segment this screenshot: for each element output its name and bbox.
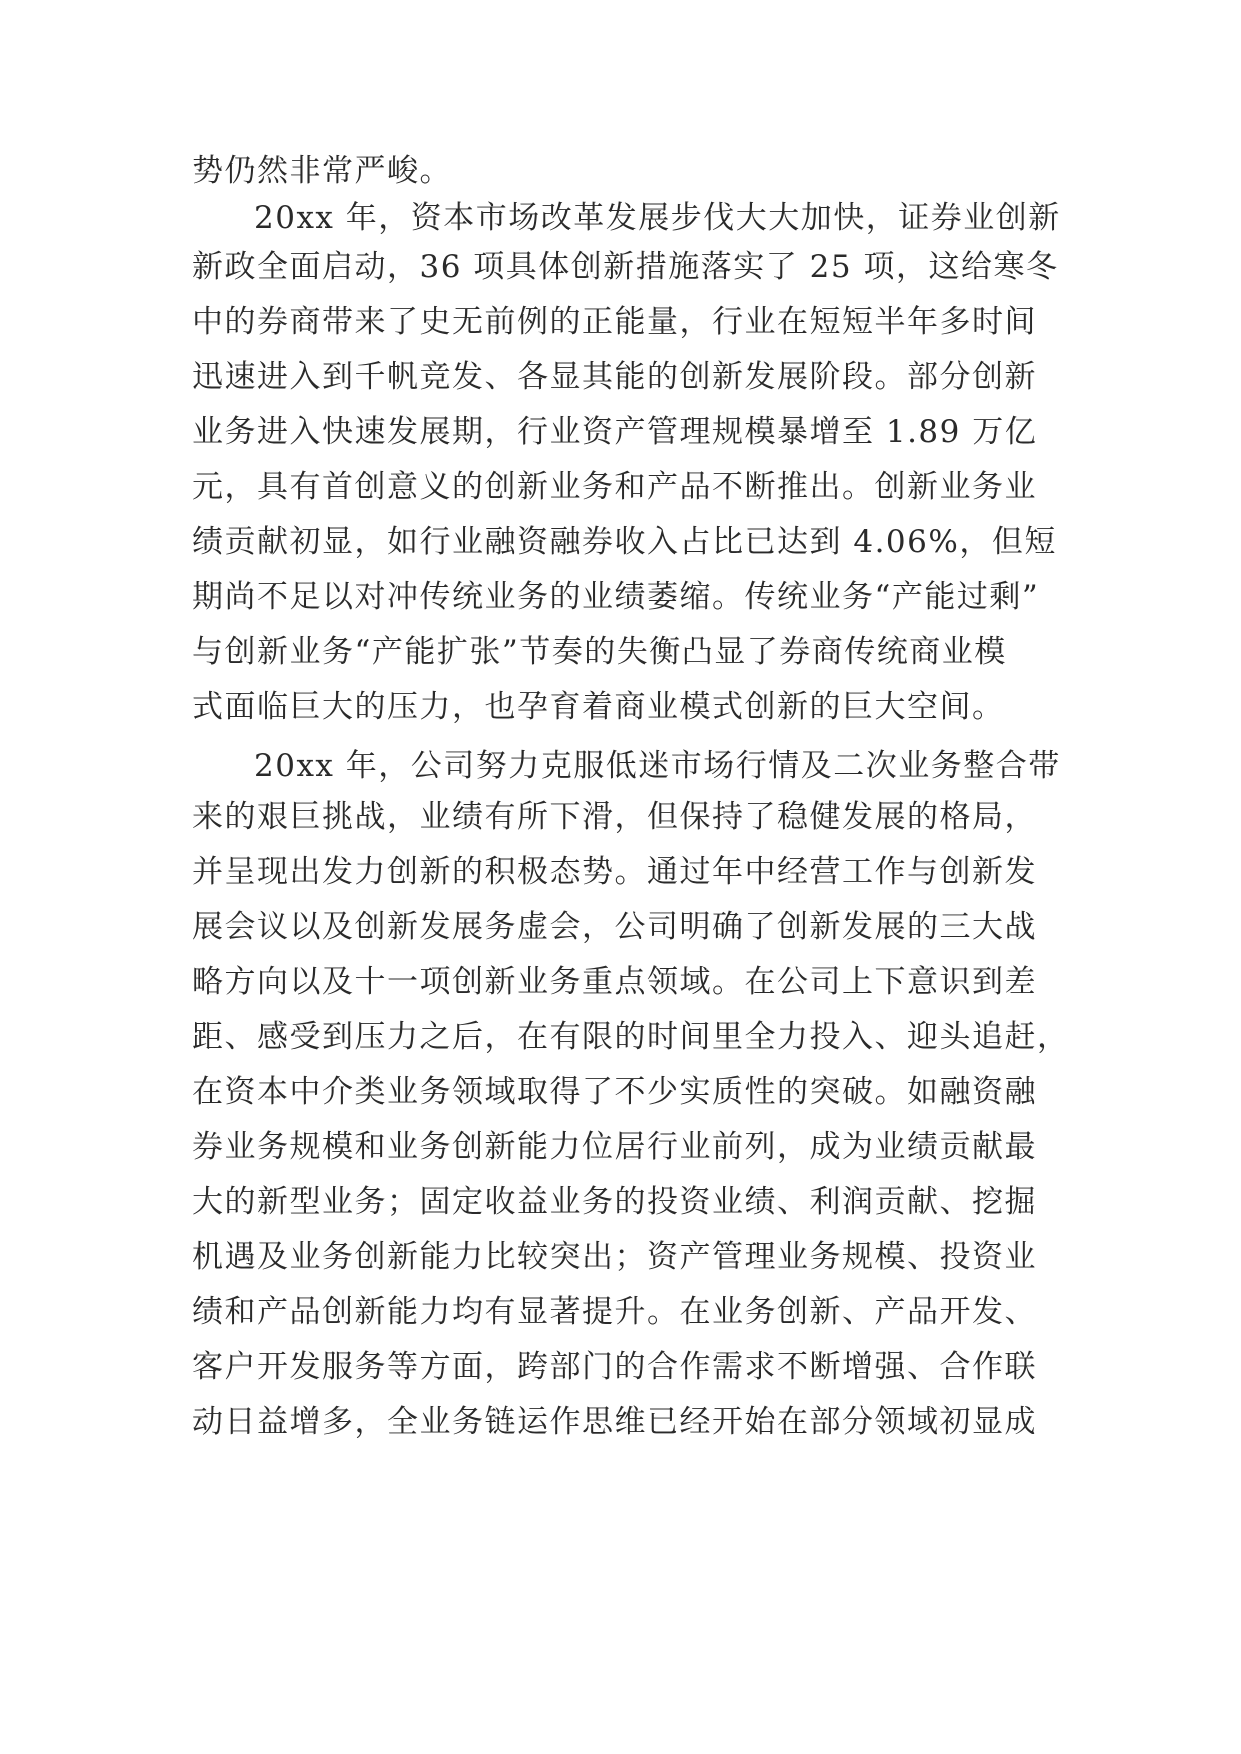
text-line: 中的券商带来了史无前例的正能量，行业在短短半年多时间 xyxy=(192,304,1037,340)
text-line: 券业务规模和业务创新能力位居行业前列，成为业绩贡献最 xyxy=(192,1129,1037,1165)
text-line: 机遇及业务创新能力比较突出；资产管理业务规模、投资业 xyxy=(192,1239,1037,1275)
text-line: 式面临巨大的压力，也孕育着商业模式创新的巨大空间。 xyxy=(192,689,1005,725)
text-line: 业务进入快速发展期，行业资产管理规模暴增至 1.89 万亿 xyxy=(192,414,1038,450)
paragraph-first-line: 20xx 年，资本市场改革发展步伐大大加快，证券业创新 xyxy=(254,200,1061,236)
text-line: 在资本中介类业务领域取得了不少实质性的突破。如融资融 xyxy=(192,1074,1037,1110)
text-line: 动日益增多，全业务链运作思维已经开始在部分领域初显成 xyxy=(192,1404,1037,1440)
paragraph-first-line: 20xx 年，公司努力克服低迷市场行情及二次业务整合带 xyxy=(254,748,1061,784)
text-line: 与创新业务“产能扩张”节奏的失衡凸显了券商传统商业模 xyxy=(192,634,1007,670)
text-line: 迅速进入到千帆竞发、各显其能的创新发展阶段。部分创新 xyxy=(192,359,1037,395)
text-line: 绩和产品创新能力均有显著提升。在业务创新、产品开发、 xyxy=(192,1294,1037,1330)
text-line: 绩贡献初显，如行业融资融券收入占比已达到 4.06%，但短 xyxy=(192,524,1057,560)
text-line: 略方向以及十一项创新业务重点领域。在公司上下意识到差 xyxy=(192,964,1037,1000)
text-line: 大的新型业务；固定收益业务的投资业绩、利润贡献、挖掘 xyxy=(192,1184,1037,1220)
text-line: 并呈现出发力创新的积极态势。通过年中经营工作与创新发 xyxy=(192,854,1037,890)
text-line: 期尚不足以对冲传统业务的业绩萎缩。传统业务“产能过剩” xyxy=(192,579,1040,615)
text-line: 来的艰巨挑战，业绩有所下滑，但保持了稳健发展的格局， xyxy=(192,799,1037,835)
text-line: 客户开发服务等方面，跨部门的合作需求不断增强、合作联 xyxy=(192,1349,1037,1385)
text-line: 势仍然非常严峻。 xyxy=(192,153,452,189)
text-line: 展会议以及创新发展务虚会，公司明确了创新发展的三大战 xyxy=(192,909,1037,945)
text-line: 元，具有首创意义的创新业务和产品不断推出。创新业务业 xyxy=(192,469,1037,505)
text-line: 新政全面启动，36 项具体创新措施落实了 25 项，这给寒冬 xyxy=(192,249,1059,285)
text-line: 距、感受到压力之后，在有限的时间里全力投入、迎头追赶， xyxy=(192,1019,1070,1055)
